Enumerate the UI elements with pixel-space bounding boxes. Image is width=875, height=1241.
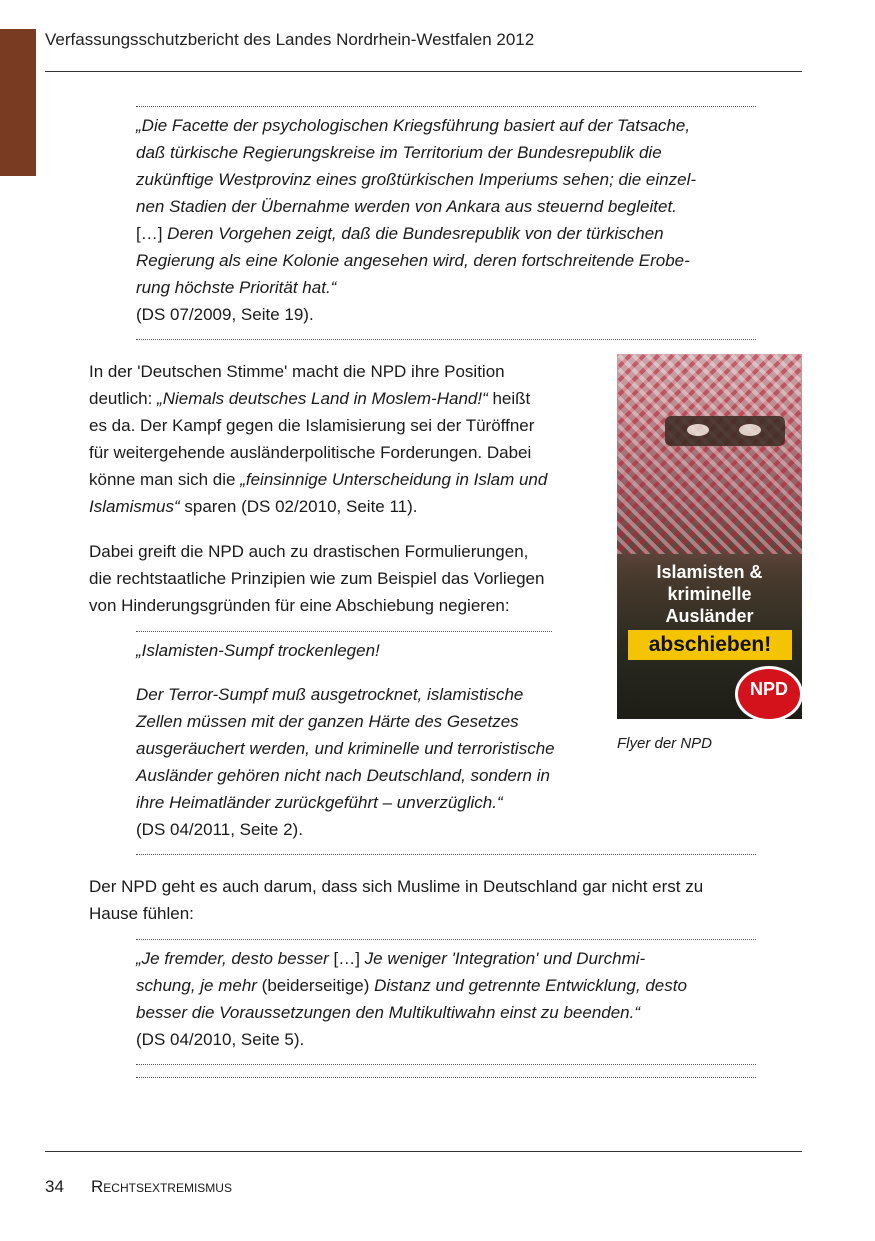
text-line: die rechtstaatliche Prinzipien wie zum Beispiel das Vorliegen bbox=[89, 569, 545, 588]
text-line: von Hinderungsgründen für eine Abschiebung negieren: bbox=[89, 596, 510, 615]
text-line: Hause fühlen: bbox=[89, 904, 194, 923]
text-line: Dabei greift die NPD auch zu drastischen Formulierungen, bbox=[89, 542, 529, 561]
quote-line: rung höchste Priorität hat.“ bbox=[136, 278, 337, 297]
face-eyes bbox=[665, 416, 785, 446]
quote-line: nen Stadien der Übernahme werden von Ankara aus steuernd begleitet. bbox=[136, 197, 677, 216]
quote-line: Zellen müssen mit der ganzen Härte des Gesetzes bbox=[136, 712, 519, 731]
flyer-line: Ausländer bbox=[665, 606, 754, 626]
quote-line: „Je fremder, desto besser […] Je weniger 'Integration' und Durchmi- bbox=[136, 949, 646, 968]
quote-divider bbox=[136, 939, 756, 940]
quote-divider bbox=[136, 854, 756, 855]
quote-divider bbox=[136, 339, 756, 340]
chapter-color-tab bbox=[0, 29, 36, 176]
quote-line: Regierung als eine Kolonie angesehen wird, deren fortschreitende Erobe- bbox=[136, 251, 690, 270]
quote-heading: „Islamisten-Sumpf trockenlegen! bbox=[136, 641, 380, 660]
page-header-title: Verfassungsschutzbericht des Landes Nordrhein-Westfalen 2012 bbox=[45, 30, 535, 49]
text-line: deutlich: „Niemals deutsches Land in Moslem-Hand!“ heißt bbox=[89, 389, 531, 408]
quote-line: besser die Voraussetzungen den Multikultiwahn einst zu beenden.“ bbox=[136, 1003, 641, 1022]
npd-logo: NPD bbox=[735, 666, 802, 719]
image-caption: Flyer der NPD bbox=[617, 735, 713, 752]
quote-line: daß türkische Regierungskreise im Territorium der Bundesrepublik die bbox=[136, 143, 662, 162]
quote-line: Der Terror-Sumpf muß ausgetrocknet, islamistische bbox=[136, 685, 524, 704]
eye-icon bbox=[739, 424, 761, 436]
flyer-line: Islamisten & bbox=[656, 562, 763, 582]
quote-line: schung, je mehr (beiderseitige) Distanz und getrennte Entwicklung, desto bbox=[136, 976, 687, 995]
quote-line: „Die Facette der psychologischen Kriegsführung basiert auf der Tatsache, bbox=[136, 116, 691, 135]
quote-line: Ausländer gehören nicht nach Deutschland, sondern in bbox=[136, 766, 550, 785]
text-line: könne man sich die „feinsinnige Unterscheidung in Islam und bbox=[89, 470, 548, 489]
header-divider bbox=[45, 71, 802, 72]
quote-source: (DS 04/2011, Seite 2). bbox=[136, 820, 303, 839]
flyer-slogan-box: abschieben! bbox=[628, 630, 792, 660]
quote-line: ihre Heimatländer zurückgeführt – unverzüglich.“ bbox=[136, 793, 503, 812]
keffiyeh-pattern bbox=[617, 354, 802, 554]
text-line: Der NPD geht es auch darum, dass sich Muslime in Deutschland gar nicht erst zu bbox=[89, 877, 704, 896]
footer-divider bbox=[45, 1151, 802, 1152]
text-line: es da. Der Kampf gegen die Islamisierung sei der Türöffner bbox=[89, 416, 535, 435]
page-number: 34 bbox=[45, 1177, 64, 1196]
quote-line: […] Deren Vorgehen zeigt, daß die Bundesrepublik von der türkischen bbox=[136, 224, 664, 243]
quote-divider bbox=[136, 631, 552, 632]
quote-divider bbox=[136, 106, 756, 107]
quote-source: (DS 04/2010, Seite 5). bbox=[136, 1030, 305, 1049]
section-name: Rechtsextremismus bbox=[91, 1177, 232, 1196]
text-line: In der 'Deutschen Stimme' macht die NPD ihre Position bbox=[89, 362, 505, 381]
quote-source: (DS 07/2009, Seite 19). bbox=[136, 305, 314, 324]
quote-divider bbox=[136, 1077, 756, 1078]
quote-divider bbox=[136, 1064, 756, 1065]
text-line: Islamismus“ sparen (DS 02/2010, Seite 11). bbox=[89, 497, 418, 516]
quote-line: zukünftige Westprovinz eines großtürkischen Imperiums sehen; die einzel- bbox=[136, 170, 697, 189]
npd-flyer-image bbox=[617, 354, 802, 719]
flyer-line: kriminelle bbox=[667, 584, 752, 604]
eye-icon bbox=[687, 424, 709, 436]
text-line: für weitergehende ausländerpolitische Forderungen. Dabei bbox=[89, 443, 532, 462]
quote-line: ausgeräuchert werden, und kriminelle und terroristische bbox=[136, 739, 555, 758]
